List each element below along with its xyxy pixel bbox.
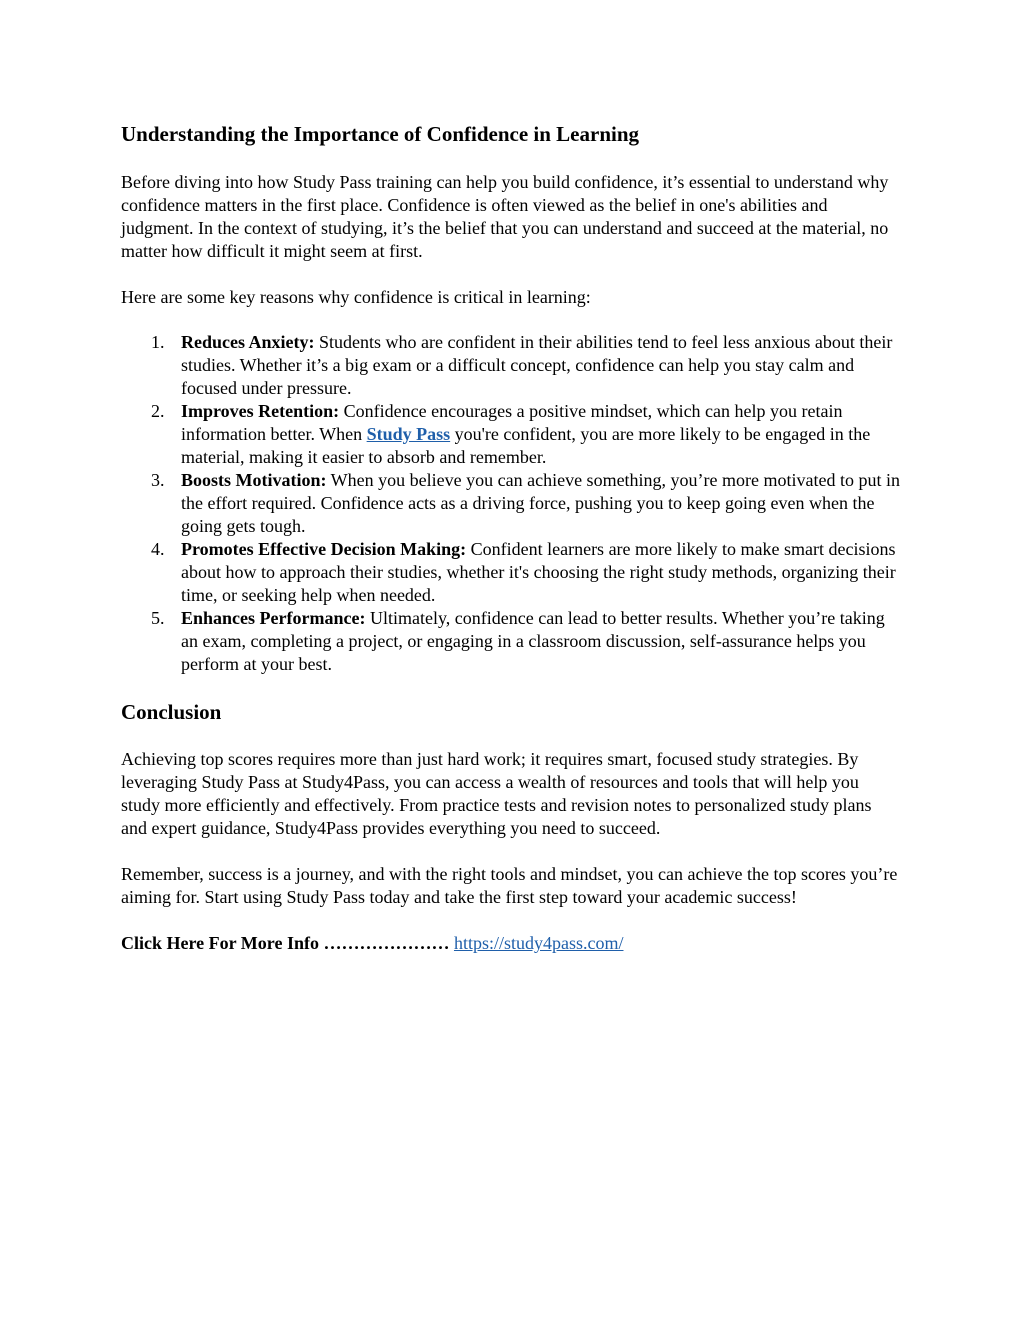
list-item [121,331,901,400]
list-number: 3. [151,470,165,490]
list-item [121,469,901,538]
conclusion-heading: Conclusion [121,700,222,724]
cta-line [121,932,901,955]
study4pass-url-link[interactable]: https://study4pass.com/ [453,933,624,953]
list-item [121,538,901,607]
list-number: 2. [151,401,165,421]
section-heading: Understanding the Importance of Confidence in Learning [121,122,640,146]
list-number: 4. [151,539,165,559]
conclusion-paragraph-1: Achieving top scores requires more than just hard work; it requires smart, focused study strategies. By leveraging Study Pass at Study4Pass, you can access a wealth of resources and tools that will help you study more efficiently and effectively. From practice tests and revision notes to personalized study plans and expert guidance, Study4Pass provides everything you need to succeed. [121,749,872,838]
list-item-text: Confident learners are more likely to make smart decisions about how to approach their studies, whether it's choosing the right study methods, organizing their time, or seeking help when needed. [181,539,896,605]
list-number: 5. [151,608,165,628]
list-number: 1. [151,332,165,352]
list-item-text: you're confident, you are more likely to be engaged in the material, making it easier to absorb and remember. [181,424,871,467]
list-item-title: Promotes Effective Decision Making: [181,539,467,559]
list-item-title: Reduces Anxiety: [181,332,315,352]
document-page [121,122,901,978]
conclusion-paragraph-2: Remember, success is a journey, and with the right tools and mindset, you can achieve the top scores you’re aiming for. Start using Study Pass today and take the first step toward your academic success! [121,864,898,907]
study-pass-link[interactable]: Study Pass [366,424,451,444]
list-item-title: Enhances Performance: [181,608,366,628]
list-item-text: Confidence encourages a positive mindset, which can help you retain information better. When [181,401,843,444]
list-item-title: Boosts Motivation: [181,470,327,490]
list-item-text: When you believe you can achieve something, you’re more motivated to put in the effort required. Confidence acts as a driving force, pushing you to keep going even when the going gets tough. [181,470,901,536]
list-item [121,607,901,676]
reasons-list [121,331,901,676]
reasons-lead: Here are some key reasons why confidence is critical in learning: [121,287,591,307]
cta-label: Click Here For More Info ………………… [121,933,450,953]
list-item [121,400,901,469]
list-item-title: Improves Retention: [181,401,340,421]
list-item-text: Ultimately, confidence can lead to better results. Whether you’re taking an exam, completing a project, or engaging in a classroom discussion, self-assurance helps you perform at your best. [181,608,885,674]
intro-paragraph: Before diving into how Study Pass training can help you build confidence, it’s essential to understand why confidence matters in the first place. Confidence is often viewed as the belief in one's abilities and judgment. In the context of studying, it’s the belief that you can understand and succeed at the material, no matter how difficult it might seem at first. [121,172,889,261]
list-item-text: Students who are confident in their abilities tend to feel less anxious about their studies. Whether it’s a big exam or a difficult concept, confidence can help you stay calm and focused under pressure. [181,332,893,398]
